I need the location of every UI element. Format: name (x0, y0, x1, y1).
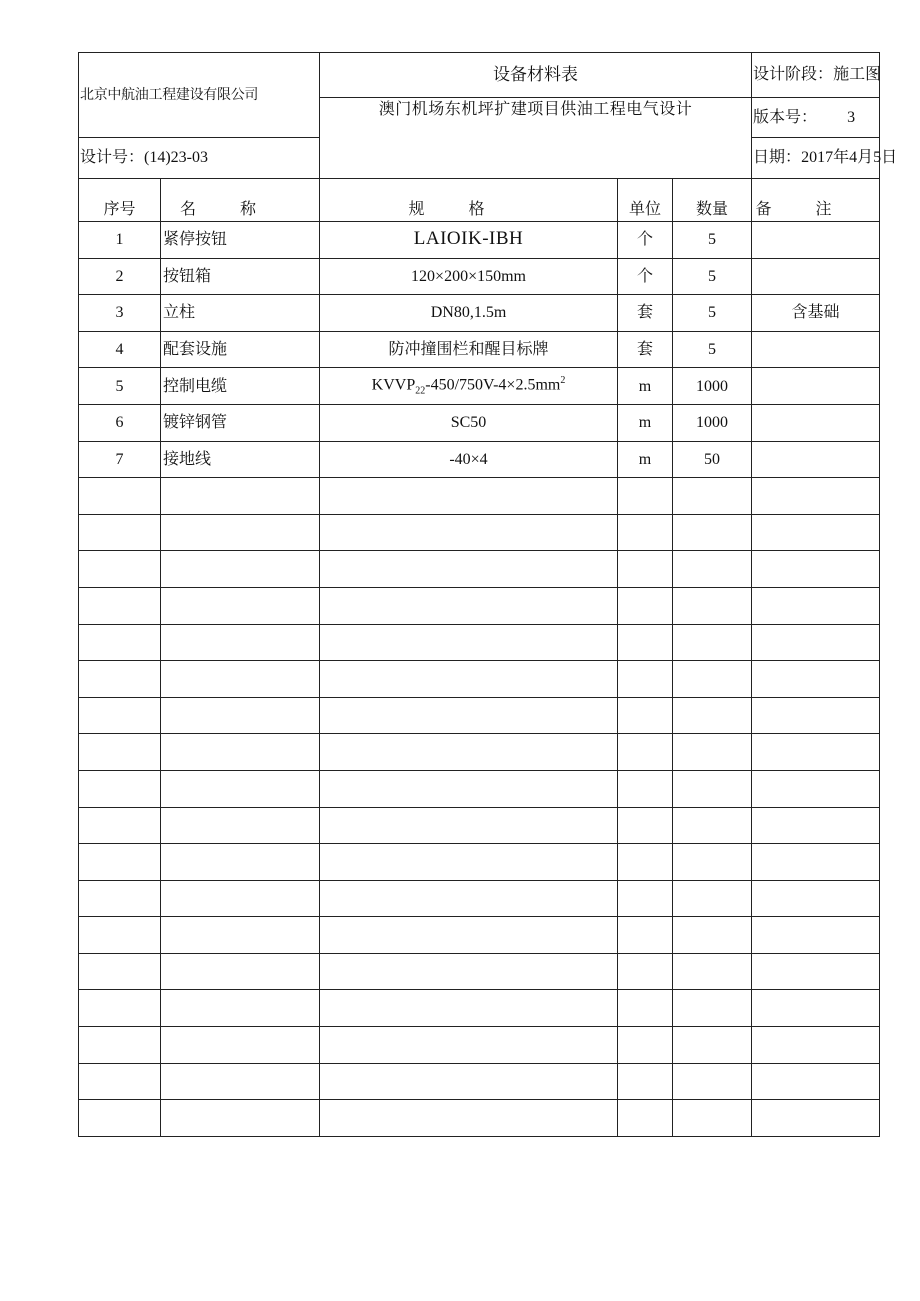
design-stage-label: 设计阶段： (753, 66, 834, 84)
design-number (79, 138, 320, 179)
date (752, 138, 898, 179)
empty-row (79, 478, 880, 515)
empty-row (79, 844, 880, 881)
empty-row (79, 734, 880, 771)
col-seq: 序号 (79, 179, 161, 222)
row-qty: 5 (673, 258, 752, 295)
row-unit: m (618, 368, 673, 405)
row-name: 配套设施 (161, 331, 320, 368)
row-spec: -40×4 (320, 441, 618, 478)
empty-row (79, 1027, 880, 1064)
row-spec: LAIOIK-IBH (320, 222, 618, 259)
spec-part-sub: 22 (415, 385, 426, 397)
row-spec: SC50 (320, 404, 618, 441)
empty-row (79, 880, 880, 917)
row-seq: 7 (79, 441, 161, 478)
company-name: 北京中航油工程建设有限公司 (79, 53, 320, 138)
spec-part-b: -450/750V-4×2.5mm (425, 376, 561, 394)
spec-part-a: KVVP (371, 376, 416, 394)
row-qty: 5 (673, 295, 752, 332)
row-seq: 4 (79, 331, 161, 368)
empty-row (79, 953, 880, 990)
row-qty: 5 (673, 222, 752, 259)
row-seq: 3 (79, 295, 161, 332)
row-remark: 含基础 (752, 295, 880, 332)
row-name: 接地线 (161, 441, 320, 478)
header-row-1 (79, 53, 880, 98)
empty-row (79, 990, 880, 1027)
empty-row (79, 697, 880, 734)
material-sheet (78, 52, 898, 1137)
empty-row (79, 514, 880, 551)
row-seq: 1 (79, 222, 161, 259)
row-name: 控制电缆 (161, 368, 320, 405)
col-remark: 备注 (752, 179, 880, 222)
empty-row (79, 624, 880, 661)
row-seq: 5 (79, 368, 161, 405)
empty-row (79, 807, 880, 844)
row-qty: 5 (673, 331, 752, 368)
row-spec (320, 368, 618, 405)
row-spec: DN80,1.5m (320, 295, 618, 332)
version-value: 3 (847, 108, 856, 126)
material-table (78, 52, 898, 1137)
col-name: 名称 (161, 179, 320, 222)
table-row (79, 368, 880, 405)
column-header-row (79, 179, 880, 222)
empty-row (79, 551, 880, 588)
row-remark (752, 222, 880, 259)
empty-row (79, 917, 880, 954)
empty-row (79, 587, 880, 624)
empty-row (79, 661, 880, 698)
date-value: 2017年4月5日 (801, 149, 898, 167)
sheet-title: 设备材料表 (320, 53, 752, 98)
table-row (79, 295, 880, 332)
row-unit: 个 (618, 258, 673, 295)
row-remark (752, 441, 880, 478)
row-spec: 防冲撞围栏和醒目标牌 (320, 331, 618, 368)
empty-row (79, 1063, 880, 1100)
row-remark (752, 368, 880, 405)
table-row (79, 222, 880, 259)
design-stage (752, 53, 880, 98)
empty-row (79, 1100, 880, 1137)
row-spec: 120×200×150mm (320, 258, 618, 295)
project-name: 澳门机场东机坪扩建项目供油工程电气设计 (320, 98, 752, 179)
row-remark (752, 258, 880, 295)
row-seq: 6 (79, 404, 161, 441)
col-spec: 规格 (320, 179, 618, 222)
empty-row (79, 770, 880, 807)
row-unit: 个 (618, 222, 673, 259)
row-qty: 50 (673, 441, 752, 478)
row-name: 按钮箱 (161, 258, 320, 295)
design-stage-value: 施工图 (833, 66, 882, 84)
row-qty: 1000 (673, 368, 752, 405)
row-unit: m (618, 441, 673, 478)
spec-part-sup: 2 (560, 374, 566, 386)
version-label: 版本号： (753, 108, 818, 126)
table-row (79, 331, 880, 368)
row-qty: 1000 (673, 404, 752, 441)
table-row (79, 404, 880, 441)
row-name: 立柱 (161, 295, 320, 332)
row-remark (752, 331, 880, 368)
design-no-value: (14)23-03 (144, 149, 208, 167)
table-row (79, 441, 880, 478)
row-remark (752, 404, 880, 441)
table-row (79, 258, 880, 295)
design-no-label: 设计号： (80, 149, 145, 167)
row-name: 紧停按钮 (161, 222, 320, 259)
col-qty: 数量 (673, 179, 752, 222)
row-unit: 套 (618, 295, 673, 332)
row-unit: 套 (618, 331, 673, 368)
date-label: 日期： (753, 149, 802, 167)
row-seq: 2 (79, 258, 161, 295)
row-unit: m (618, 404, 673, 441)
col-unit: 单位 (618, 179, 673, 222)
row-name: 镀锌钢管 (161, 404, 320, 441)
version (752, 98, 880, 138)
